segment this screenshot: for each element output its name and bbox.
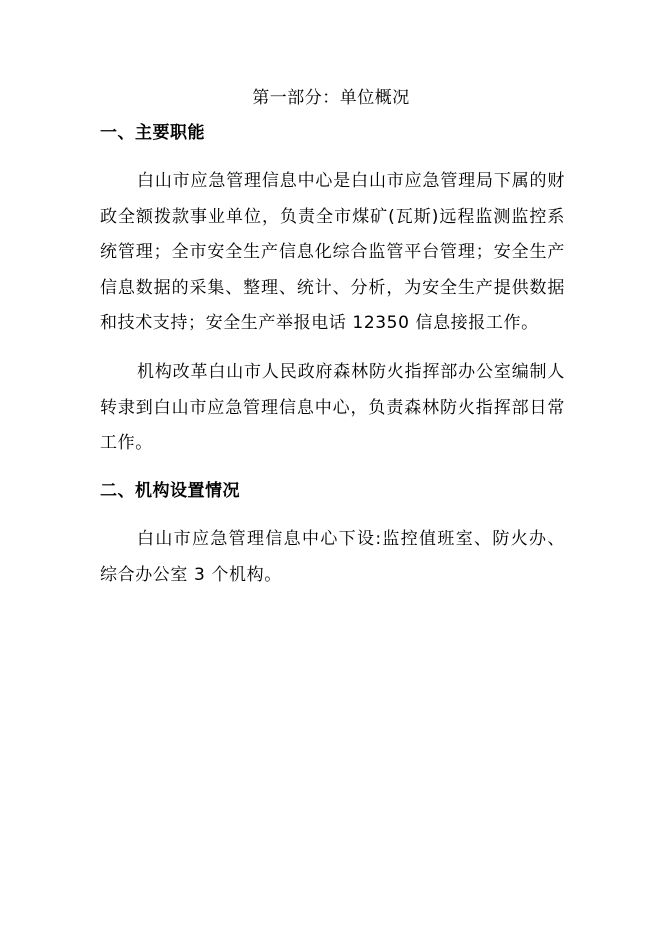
paragraph-main-functions-2: 机构改革白山市人民政府森林防火指挥部办公室编制人转隶到白山市应急管理信息中心，负责森林防火指挥部日常工作。 [100,362,565,454]
paragraph-main-functions-1: 白山市应急管理信息中心是白山市应急管理局下属的财政全额拨款事业单位，负责全市煤矿(瓦斯)远程监测监控系统管理；全市安全生产信息化综合监管平台管理；安全生产信息数据的采集、整理、统计、分析，为安全生产提供数据和技术支持；安全生产举报电话 12350 信息接报工作。 [100,171,565,334]
section-heading-main-functions: 一、主要职能 [100,123,205,143]
section-heading-organization: 二、机构设置情况 [100,481,240,501]
paragraph-organization-1: 白山市应急管理信息中心下设:监控值班室、防火办、综合办公室 3 个机构。 [100,529,565,585]
document-title: 第一部分：单位概况 [252,88,410,108]
